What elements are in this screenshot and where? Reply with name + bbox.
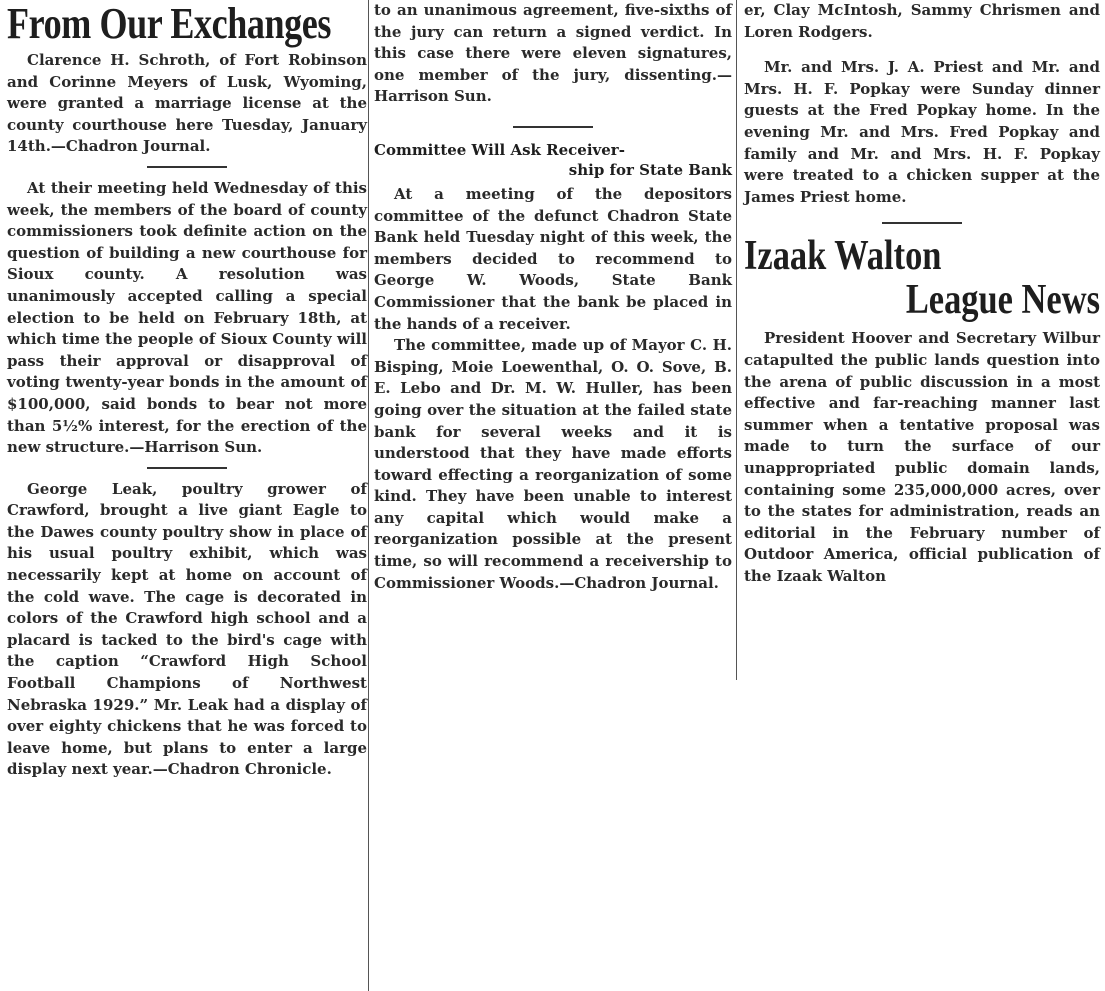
- receivership-heading-line1: Committee Will Ask Receiver-: [374, 140, 625, 159]
- column-middle: [368, 0, 736, 680]
- separator-rule: [882, 222, 962, 224]
- column-right-content: [744, 0, 1100, 587]
- izaak-walton-heading-line2: League News: [905, 277, 1100, 324]
- article-marriage-license: Clarence H. Schroth, of Fort Robinson and Corinne Meyers of Lusk, Wyoming, were granted a marriage license at the county courthouse here Tuesday, January 14th.—Chadron Journal.: [7, 51, 367, 156]
- column-right: [736, 0, 1105, 680]
- column-middle-content: [374, 0, 732, 594]
- article-public-lands: President Hoover and Secretary Wilbur catapulted the public lands question into the arena of public discussion in a most effective and far-reaching manner last summer when a tentative proposal was made to turn the surface of our unappropriated public domain lands, containing some 235,000,000 acres, over to the states for administration, reads an editorial in the February number of Outdoor America, official publication of the Izaak Walton: [744, 329, 1100, 585]
- article-bank-committee: The committee, made up of Mayor C. H. Bisping, Moie Loewenthal, O. O. Sove, B. E. Lebo and Dr. M. W. Huller, has been going over the situation at the failed state bank for several weeks and it is understood that they have made efforts toward effecting a reorganization of some kind. They have been unable to interest any capital which would make a reorganization possible at the present time, so will recommend a receivership to Commissioner Woods.—Chadron Journal.: [374, 336, 732, 592]
- article-courthouse: At their meeting held Wednesday of this week, the members of the board of county commissioners took definite action on the question of building a new courthouse for Sioux county. A resolution was unanimously accepted calling a special election to be held on February 18th, at which time the people of Sioux County will pass their approval or disapproval of voting twenty-year bonds in the amount of $100,000, said bonds to bear not more than 5½% interest, for the erection of the new structure.—Harrison Sun.: [7, 178, 367, 457]
- separator-rule: [147, 467, 227, 469]
- column-left-content: [7, 0, 367, 781]
- article-names-continued: er, Clay McIntosh, Sammy Chrismen and Loren Rodgers.: [744, 1, 1100, 41]
- exchanges-heading: From Our Exchanges: [7, 0, 332, 48]
- column-left: [0, 0, 368, 991]
- article-jury-continued: to an unanimous agreement, five-sixths of the jury can return a signed verdict. In this case there were eleven signatures, one member of the jury, dissenting.—Harrison Sun.: [374, 1, 732, 106]
- article-priest-dinner: Mr. and Mrs. J. A. Priest and Mr. and Mrs. H. F. Popkay were Sunday dinner guests at the Fred Popkay home. In the evening Mr. and Mrs. Fred Popkay and family and Mr. and Mrs. H. F. Popkay were treated to a chicken supper at the James Priest home.: [744, 58, 1100, 206]
- separator-rule: [513, 126, 593, 128]
- article-bank-meeting: At a meeting of the depositors committee of the defunct Chadron State Bank held Tuesday night of this week, the members decided to recommend to George W. Woods, State Bank Commissioner that the bank be placed in the hands of a receiver.: [374, 184, 732, 333]
- izaak-walton-heading-line1: Izaak Walton: [744, 233, 942, 280]
- article-eagle: George Leak, poultry grower of Crawford, brought a live giant Eagle to the Dawes county poultry show in place of his usual poultry exhibit, which was necessarily kept at home on account of the cold wave. The cage is decorated in colors of the Crawford high school and a placard is tacked to the bird's cage with the caption “Crawford High School Football Champions of Northwest Nebraska 1929.” Mr. Leak had a display of over eighty chickens that he was forced to leave home, but plans to enter a large display next year.—Chadron Chronicle.: [7, 479, 367, 779]
- separator-rule: [147, 166, 227, 168]
- receivership-heading-line2: ship for State Bank: [568, 160, 732, 179]
